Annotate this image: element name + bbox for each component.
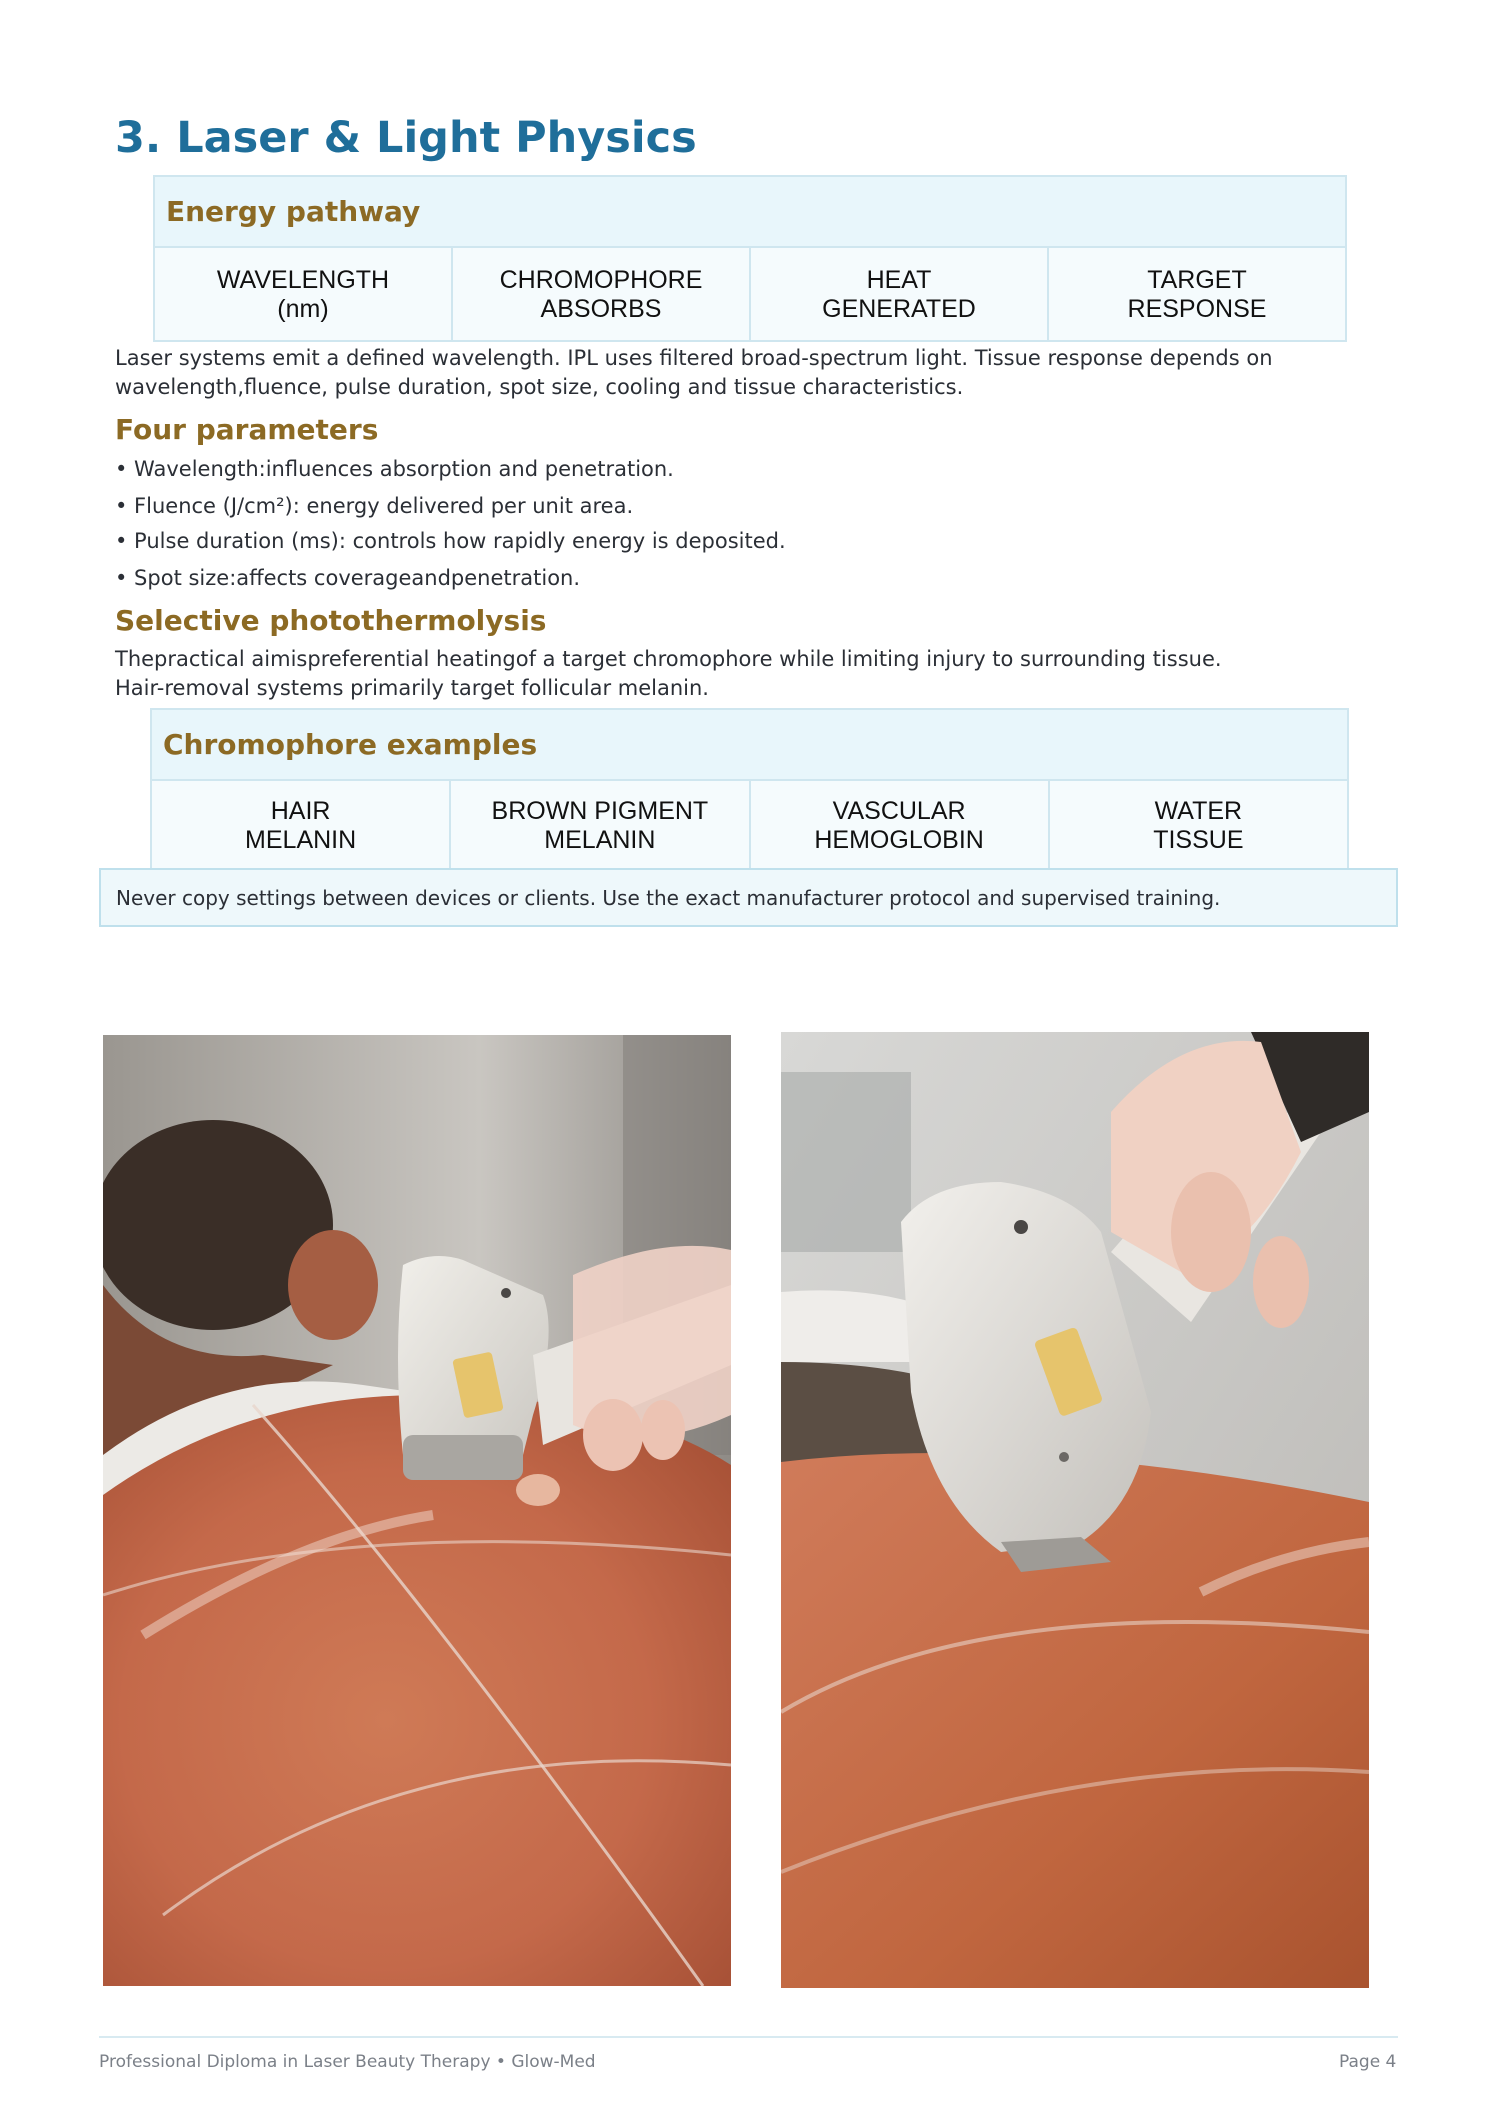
safety-warning [99,868,1398,927]
photothermolysis-line-1: Thepractical aimispreferential heatingof a target chromophore while limiting injury to surrounding tissue. [115,647,1222,671]
footer-divider [99,2036,1398,2038]
chromophore-hair-melanin: HAIR MELANIN [245,796,357,854]
parameter-spot-size: • Spot size:affects coverageandpenetration. [115,566,581,590]
pathway-step-response: TARGET RESPONSE [1047,248,1345,341]
photo-back-treatment [103,1035,731,1986]
intro-line-2: wavelength,fluence, pulse duration, spot size, cooling and tissue characteristics. [115,375,964,399]
parameter-fluence: • Fluence (J/cm²): energy delivered per unit area. [115,494,634,518]
photo-leg-treatment [781,1032,1369,1988]
chromophore-vascular: VASCULAR HEMOGLOBIN [749,781,1048,870]
chromophore-water: WATER TISSUE [1048,781,1347,870]
energy-pathway-heading: Energy pathway [155,177,1345,248]
photothermolysis-heading: Selective photothermolysis [115,604,547,637]
safety-warning-text: Never copy settings between devices or clients. Use the exact manufacturer protocol and supervised training. [116,885,1221,910]
parameter-wavelength: • Wavelength:influences absorption and penetration. [115,457,674,481]
footer-page-number: Page 4 [1339,2052,1397,2072]
chromophore-panel [150,708,1349,870]
pathway-step-chromophore: CHROMOPHORE ABSORBS [451,248,749,341]
footer-course-name: Professional Diploma in Laser Beauty Therapy • Glow-Med [99,2052,596,2072]
energy-pathway-panel [153,175,1347,342]
chromophore-items [152,781,1347,870]
pathway-step-heat: HEAT GENERATED [749,248,1047,341]
chromophore-heading: Chromophore examples [152,710,1347,781]
energy-pathway-steps [155,248,1345,341]
parameter-pulse-duration: • Pulse duration (ms): controls how rapidly energy is deposited. [115,529,786,553]
intro-line-1: Laser systems emit a defined wavelength. IPL uses filtered broad-spectrum light. Tissue response depends on [115,346,1273,370]
chromophore-brown-pigment: BROWN PIGMENT MELANIN [449,781,748,870]
photothermolysis-line-2: Hair-removal systems primarily target follicular melanin. [115,676,709,700]
parameters-heading: Four parameters [115,413,379,446]
page-title: 3. Laser & Light Physics [115,113,697,163]
pathway-step-wavelength: WAVELENGTH (nm) [216,265,390,323]
